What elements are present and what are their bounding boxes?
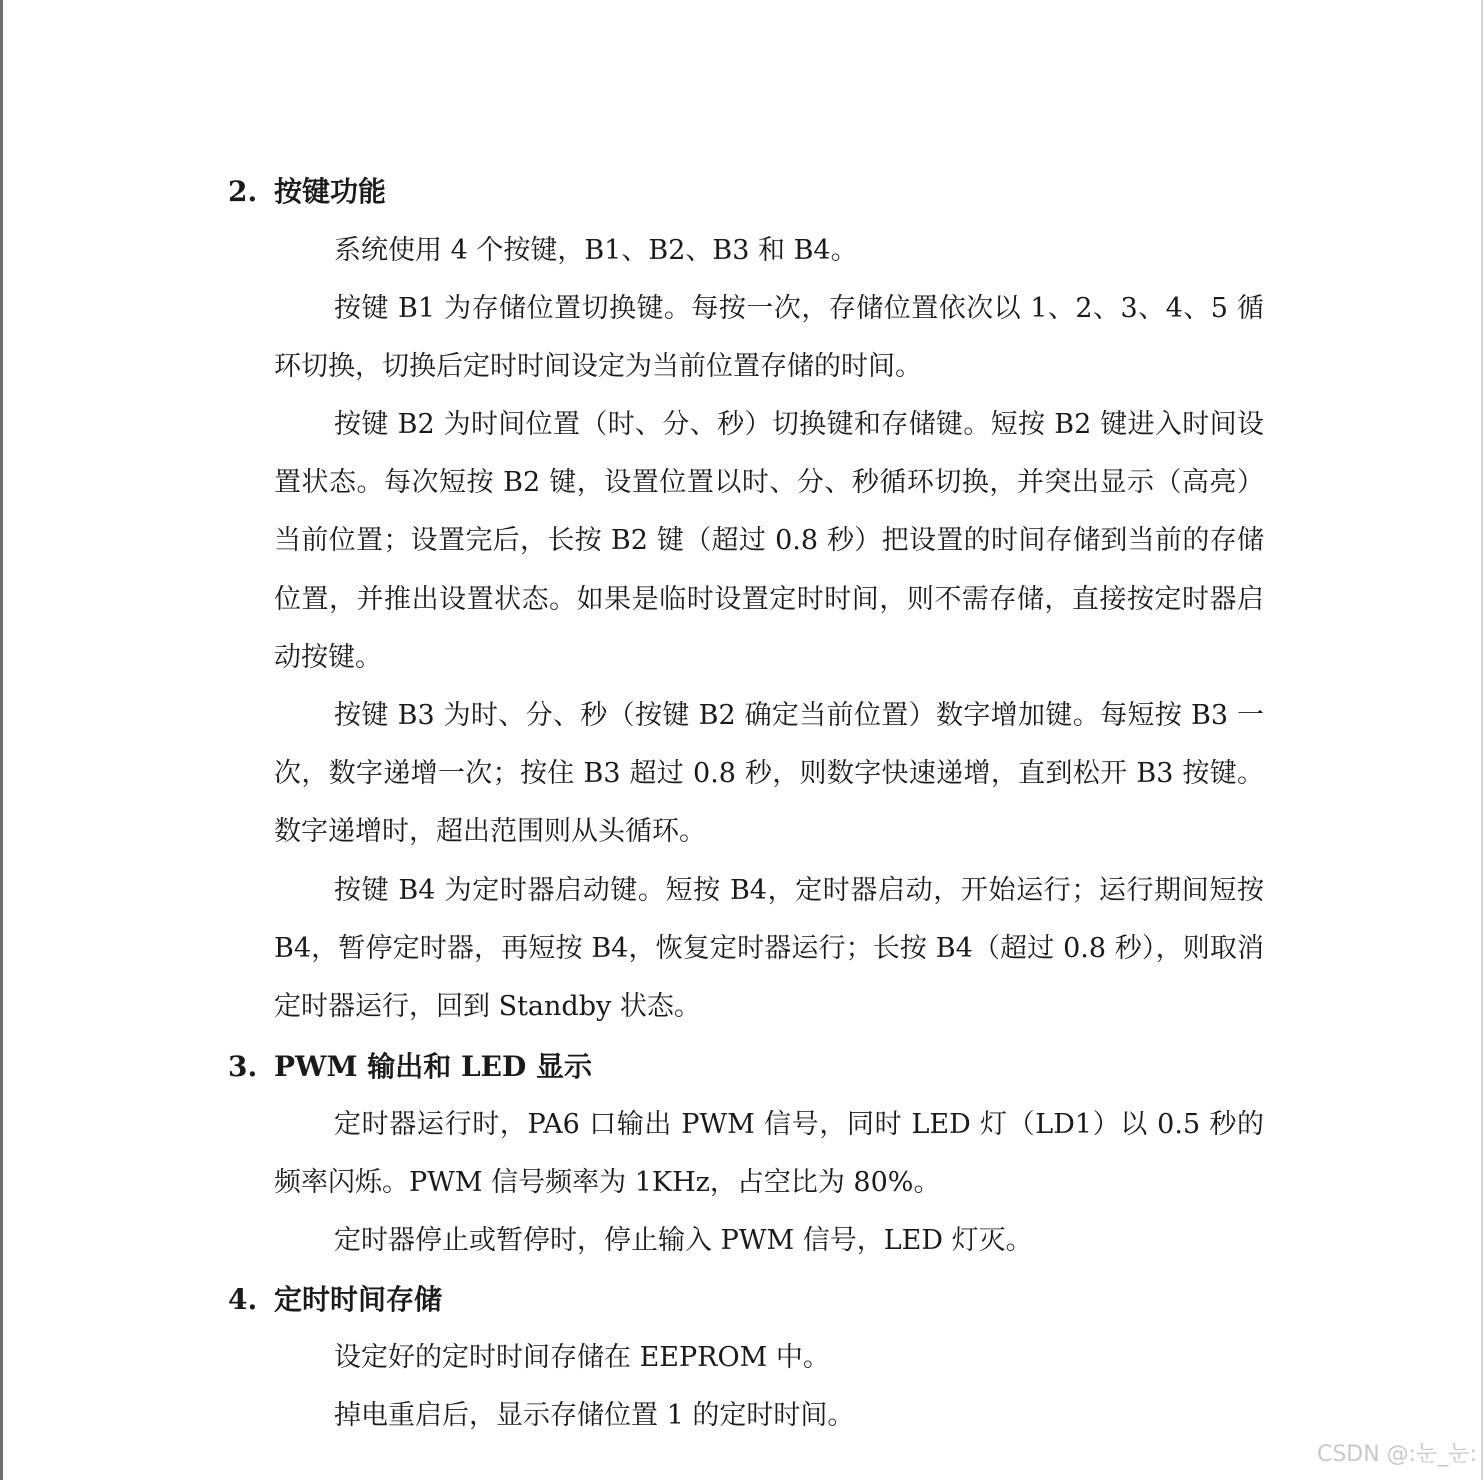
section-number: 4. [228, 1283, 258, 1316]
section-title: 定时时间存储 [274, 1283, 443, 1316]
paragraph: 设定好的定时时间存储在 EEPROM 中。 [334, 1342, 830, 1373]
section-number: 3. [228, 1050, 258, 1083]
section-title: PWM 输出和 LED 显示 [274, 1050, 593, 1083]
section-heading-4 [228, 1280, 442, 1320]
paragraph: 定时器停止或暂停时，停止输入 PWM 信号，LED 灯灭。 [334, 1225, 1033, 1256]
section-title: 按键功能 [274, 175, 387, 208]
paragraph: 定时器运行时，PA6 口输出 PWM 信号，同时 LED 灯（LD1）以 0.5 秒的频率闪烁。PWM 信号频率为 1KHz，占空比为 80%。 [274, 1109, 1264, 1199]
section-number: 2. [228, 175, 258, 208]
paragraph: 掉电重启后，显示存储位置 1 的定时时间。 [334, 1400, 855, 1431]
paragraph: 按键 B1 为存储位置切换键。每按一次，存储位置依次以 1、2、3、4、5 循环切换，切换后定时时间设定为当前位置存储的时间。 [274, 293, 1264, 383]
paragraph: 按键 B2 为时间位置（时、分、秒）切换键和存储键。短按 B2 键进入时间设置状态。每次短按 B2 键，设置位置以时、分、秒循环切换，并突出显示（高亮）当前位置；设置完后，长按 B2 键（超过 0.8 秒）把设置的时间存储到当前的存储位置，并推出设置状态。如果是临时设置定时时间，则不需存储，直接按定时器启动按键。 [274, 409, 1264, 673]
paragraph: 按键 B4 为定时器启动键。短按 B4，定时器启动，开始运行；运行期间短按 B4，暂停定时器，再短按 B4，恢复定时器运行；长按 B4（超过 0.8 秒），则取消定时器运行，回到 Standby 状态。 [274, 875, 1264, 1023]
paragraph: 系统使用 4 个按键，B1、B2、B3 和 B4。 [334, 235, 858, 266]
csdn-watermark: CSDN @:눈_눈: [1316, 1442, 1477, 1467]
paragraph: 按键 B3 为时、分、秒（按键 B2 确定当前位置）数字增加键。每短按 B3 一次，数字递增一次；按住 B3 超过 0.8 秒，则数字快速递增，直到松开 B3 按键。数字递增时，超出范围则从头循环。 [274, 700, 1264, 848]
section-heading-3 [228, 1047, 592, 1087]
section-heading-2 [228, 172, 386, 212]
